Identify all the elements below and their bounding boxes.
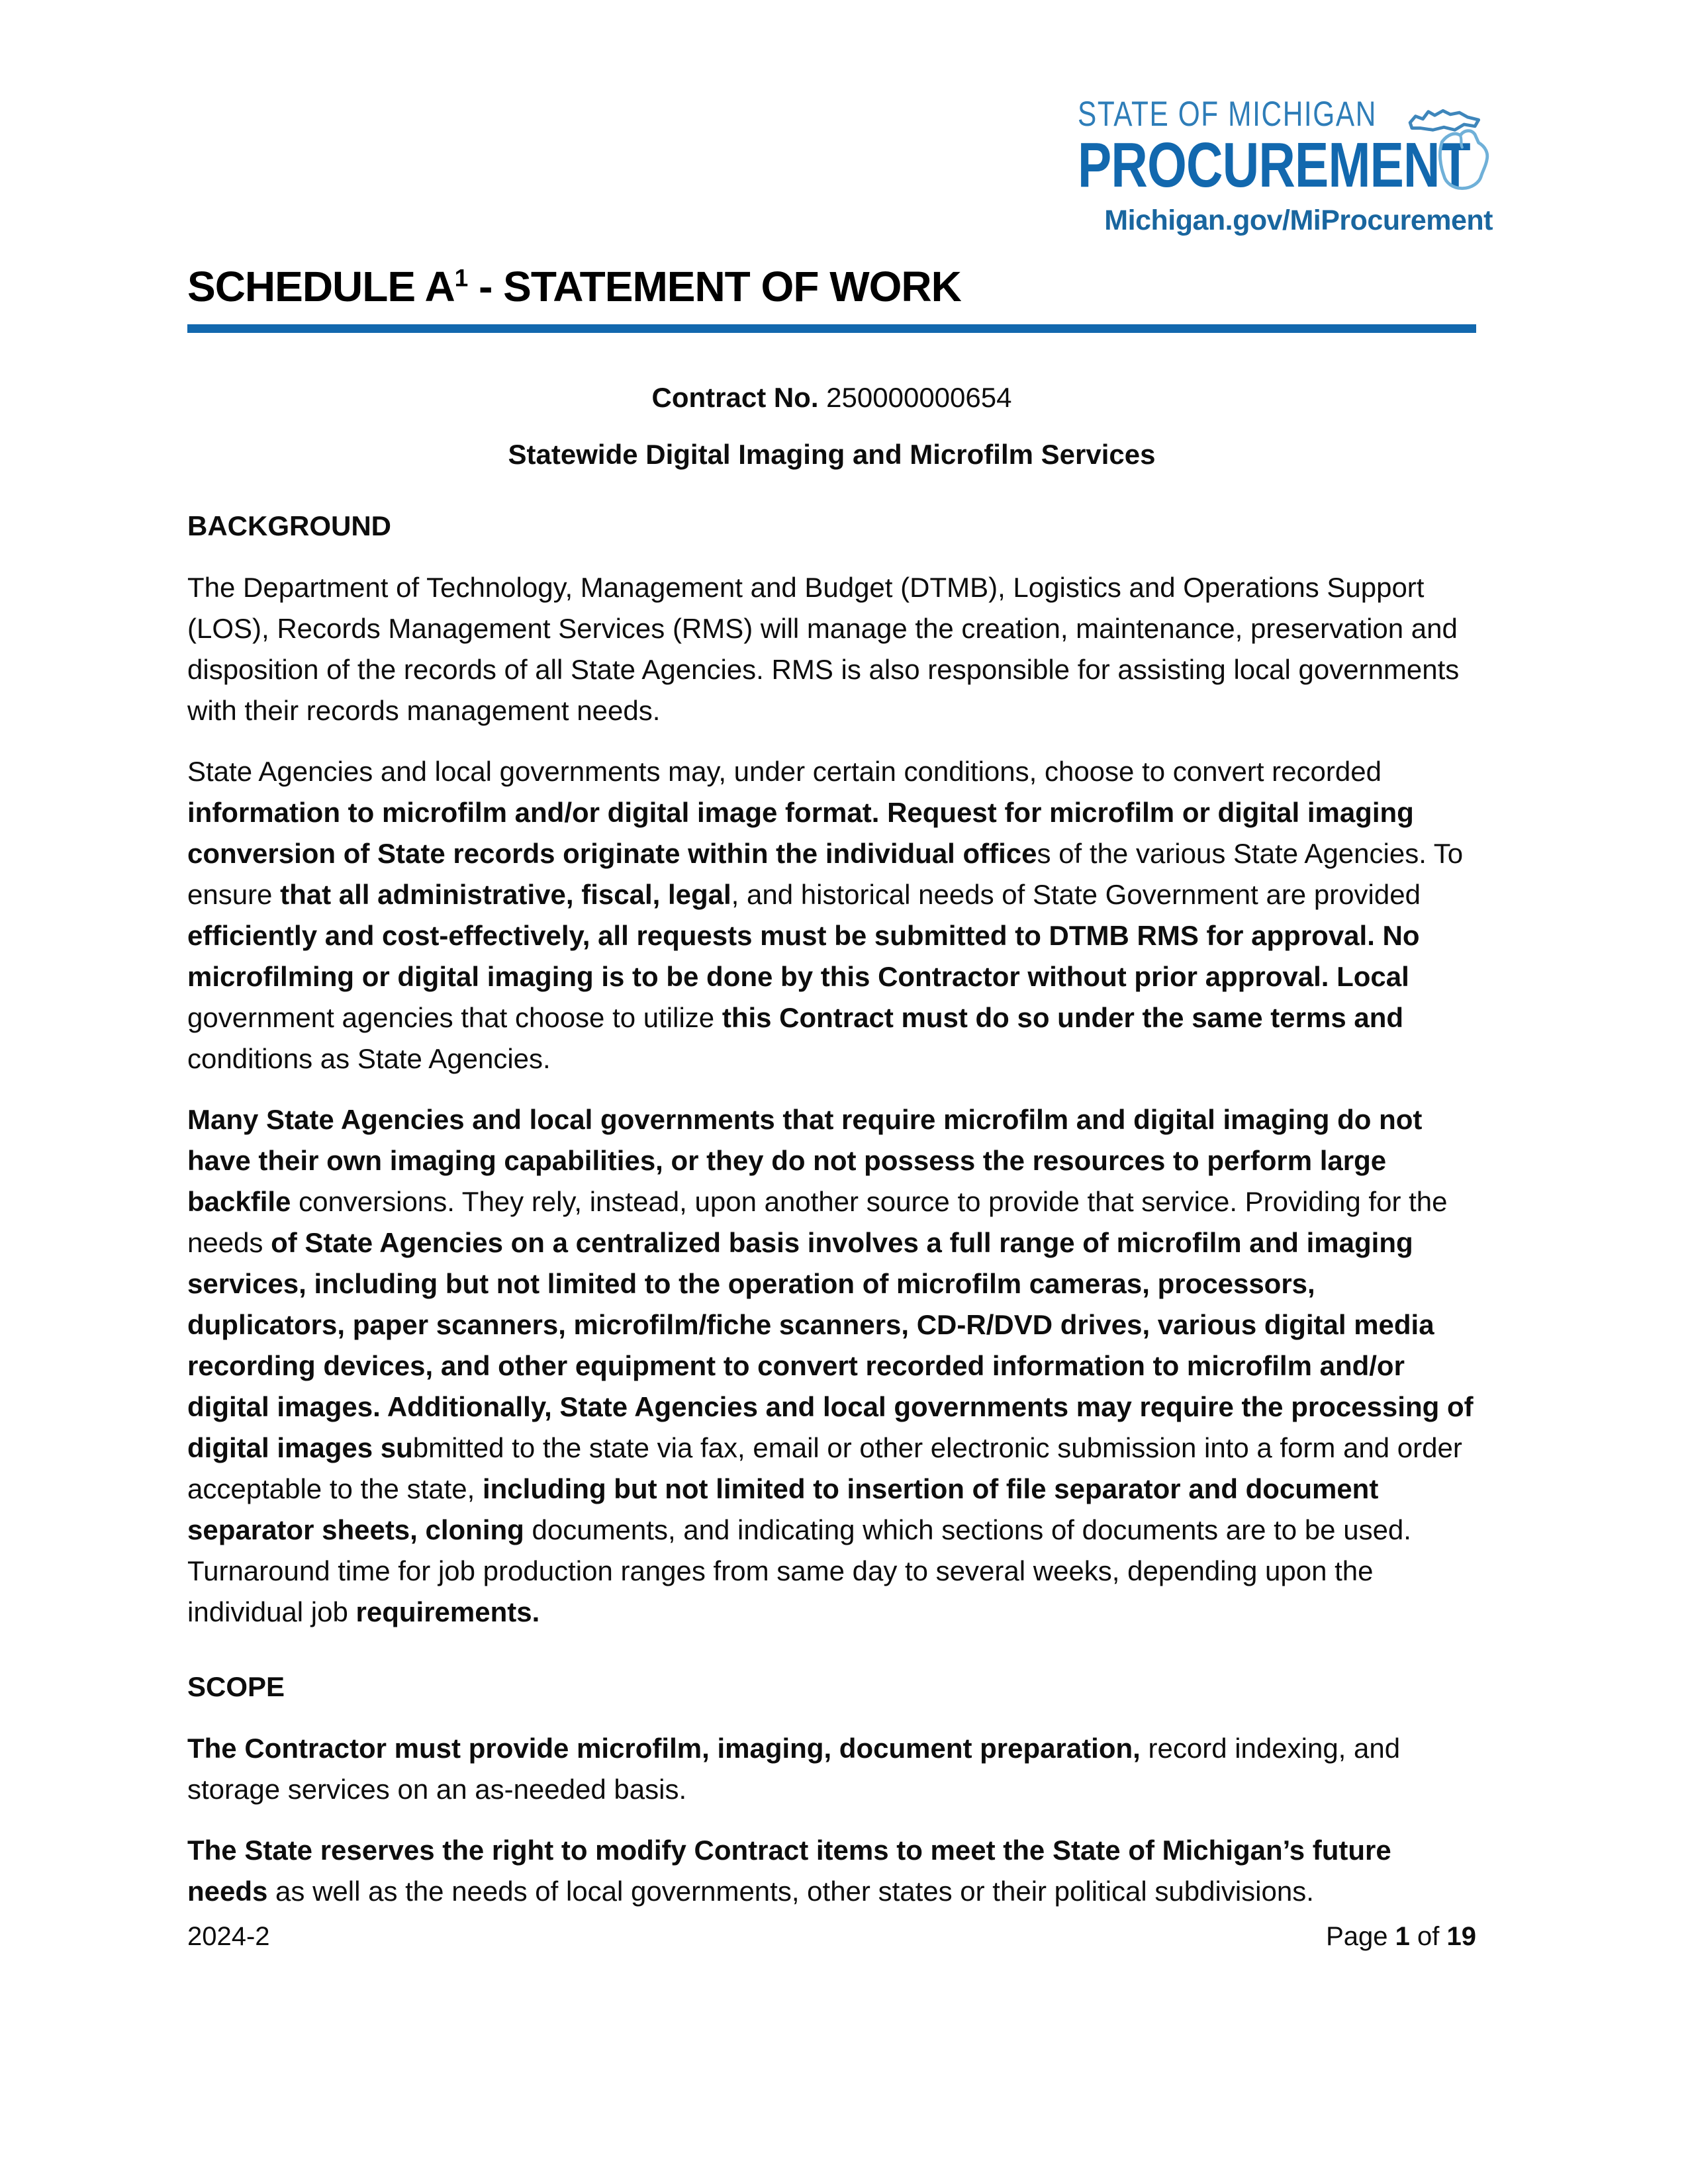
page-title — [187, 263, 1476, 310]
footer-page-number: 1 — [1395, 1922, 1410, 1951]
logo-url: Michigan.gov/MiProcurement — [1104, 204, 1493, 236]
contract-label: Contract No. — [651, 382, 819, 414]
page-footer — [187, 1921, 1476, 1952]
paragraph: State Agencies and local governments may, under certain conditions, choose to convert recorded information to microfilm and/or digital image format. Request for microfilm or digital imaging conversion of State records originate within the individual offices of the various State Agencies. To ensure that all administrative, fiscal, legal, and historical needs of State Government are provided efficiently and cost-effectively, all requests must be submitted to DTMB RMS for approval. No microfilming or digital imaging is to be done by this Contractor without prior approval. Local government agencies that choose to utilize this Contract must do so under the same terms and conditions as State Agencies. — [187, 756, 1464, 1075]
title-underline-rule — [187, 324, 1476, 333]
footer-doc-version: 2024-2 — [187, 1922, 270, 1951]
footer-page-word: Page — [1326, 1922, 1388, 1951]
document-subtitle: Statewide Digital Imaging and Microfilm Services — [508, 439, 1156, 471]
paragraph: The Department of Technology, Management and Budget (DTMB), Logistics and Operations Support (LOS), Records Management Services (RMS) will manage the creation, maintenance, preservation and disposition of the records of all State Agencies. RMS is also responsible for assisting local governments with their records management needs. — [187, 572, 1460, 727]
footer-page-info — [1326, 1921, 1476, 1952]
paragraph: The State reserves the right to modify Contract items to meet the State of Michigan’s future needs as well as the needs of local governments, other states or their political subdivisions. — [187, 1835, 1391, 1907]
section-heading-scope: SCOPE — [187, 1671, 285, 1703]
title-main: SCHEDULE A — [187, 263, 455, 310]
paragraph: Many State Agencies and local governments that require microfilm and digital imaging do not have their own imaging capabilities, or they do not possess the resources to perform large backfile conversions. They rely, instead, upon another source to provide that service. Providing for the needs of State Agencies on a centralized basis involves a full range of microfilm and imaging services, including but not limited to the operation of microfilm cameras, processors, duplicators, paper scanners, microfilm/fiche scanners, CD-R/DVD drives, various digital media recording devices, and other equipment to convert recorded information to microfilm and/or digital images. Additionally, State Agencies and local governments may require the processing of digital images submitted to the state via fax, email or other electronic submission into a form and order acceptable to the state, including but not limited to insertion of file separator and document separator sheets, cloning documents, and indicating which sections of documents are to be used. Turnaround time for job production ranges from same day to several weeks, depending upon the individual job requirements. — [187, 1104, 1474, 1628]
paragraph: The Contractor must provide microfilm, imaging, document preparation, record indexing, and storage services on an as-needed basis. — [187, 1733, 1401, 1805]
footer-of-word: of — [1417, 1922, 1440, 1951]
footer-total-pages: 19 — [1446, 1922, 1476, 1951]
contract-number: 250000000654 — [826, 382, 1012, 414]
contract-number-line — [187, 381, 1476, 415]
section-heading-background: BACKGROUND — [187, 510, 391, 542]
title-rest: - STATEMENT OF WORK — [467, 263, 961, 310]
title-superscript: 1 — [454, 263, 468, 292]
logo-brand-line: PROCUREMENT — [1078, 130, 1470, 201]
logo-state-line: STATE OF MICHIGAN — [1078, 95, 1377, 134]
